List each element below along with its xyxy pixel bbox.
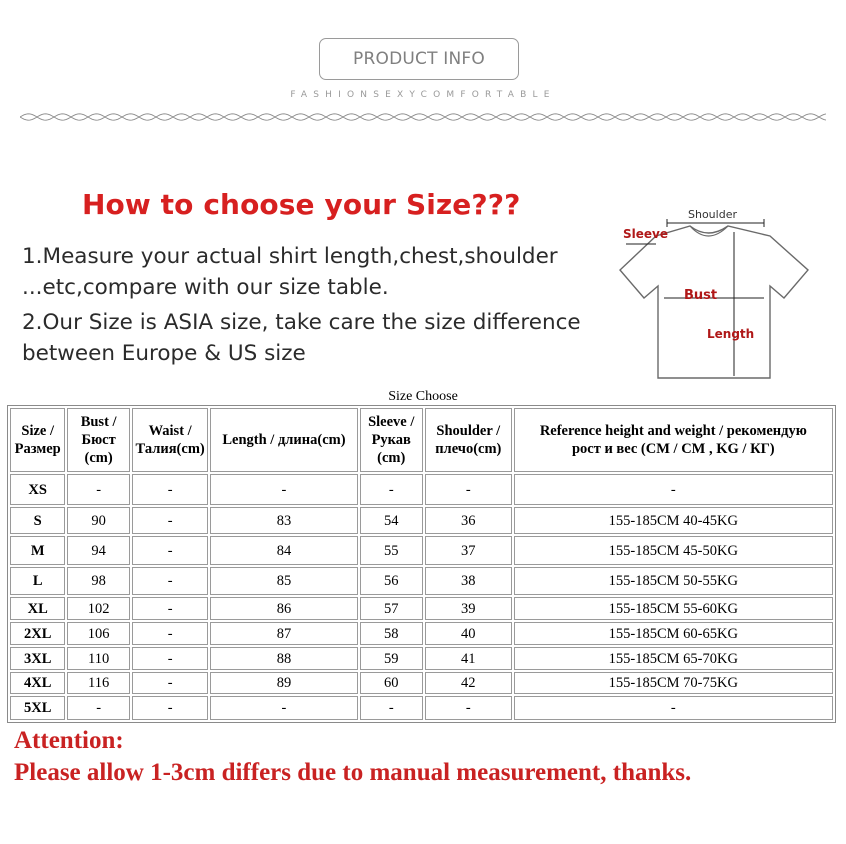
header-text: (cm) — [84, 450, 113, 466]
table-cell: 155-185CM 70-75KG — [514, 672, 833, 694]
size-table-caption: Size Choose — [388, 389, 458, 404]
header-text: Reference height and weight / рекомендую — [539, 423, 807, 439]
table-cell: 102 — [67, 597, 129, 620]
table-cell: 54 — [360, 507, 423, 534]
table-cell: 57 — [360, 597, 423, 620]
table-cell: - — [132, 696, 209, 720]
table-cell: 110 — [67, 647, 129, 670]
size-label-cell: 2XL — [10, 622, 65, 645]
header-text: Бюст — [81, 432, 116, 448]
header-text: Рукав — [371, 432, 411, 448]
wave-divider — [20, 109, 826, 125]
attention-notice — [14, 725, 691, 789]
table-cell: - — [360, 696, 423, 720]
table-cell: 38 — [425, 567, 512, 595]
table-cell: - — [132, 567, 209, 595]
size-label-cell: L — [10, 567, 65, 595]
banner-tagline: FASHIONSEXYCOMFORTABLE — [290, 90, 556, 100]
size-guide-step-2 — [22, 307, 581, 369]
table-cell: - — [514, 696, 833, 720]
size-label-cell: S — [10, 507, 65, 534]
size-label-cell: 4XL — [10, 672, 65, 694]
table-cell: 39 — [425, 597, 512, 620]
table-cell: 88 — [210, 647, 357, 670]
product-info-title: PRODUCT INFO — [353, 49, 485, 69]
table-cell: 84 — [210, 536, 357, 565]
table-header-cell — [514, 408, 833, 472]
table-cell: 58 — [360, 622, 423, 645]
size-label-cell: M — [10, 536, 65, 565]
table-cell: 59 — [360, 647, 423, 670]
table-cell: 155-185CM 50-55KG — [514, 567, 833, 595]
header-text: Bust / — [80, 414, 117, 430]
table-cell: - — [67, 474, 129, 505]
table-header-cell — [360, 408, 423, 472]
table-cell: - — [210, 696, 357, 720]
table-cell: - — [132, 672, 209, 694]
table-row — [10, 696, 833, 720]
bust-label: Bust — [684, 288, 718, 303]
step-1-line-2: ...etc,compare with our size table. — [22, 275, 389, 300]
header-text: Waist / — [148, 423, 192, 439]
table-row — [10, 597, 833, 620]
step-2-line-2: between Europe & US size — [22, 341, 306, 366]
header-text: Размер — [14, 441, 61, 457]
sleeve-label: Sleeve — [623, 227, 668, 241]
table-cell: - — [132, 597, 209, 620]
table-cell: 98 — [67, 567, 129, 595]
size-label-cell: 5XL — [10, 696, 65, 720]
table-cell: 41 — [425, 647, 512, 670]
table-row — [10, 507, 833, 534]
header-text: Shoulder / — [436, 423, 501, 439]
table-cell: - — [360, 474, 423, 505]
shoulder-label: Shoulder — [688, 208, 737, 221]
table-cell: - — [67, 696, 129, 720]
size-label-cell: 3XL — [10, 647, 65, 670]
table-cell: 90 — [67, 507, 129, 534]
size-guide-step-1 — [22, 241, 558, 303]
table-cell: - — [514, 474, 833, 505]
table-cell: 86 — [210, 597, 357, 620]
table-cell: - — [210, 474, 357, 505]
table-cell: - — [132, 474, 209, 505]
header-text: рост и вес (CM / CM , KG / КГ) — [571, 441, 775, 457]
tshirt-collar — [690, 226, 728, 236]
table-cell: - — [132, 507, 209, 534]
table-cell: - — [132, 536, 209, 565]
table-header-row — [10, 408, 833, 472]
header-text: (cm) — [377, 450, 406, 466]
table-cell: 116 — [67, 672, 129, 694]
size-table — [7, 405, 836, 723]
table-row — [10, 672, 833, 694]
header-text: Size / — [21, 423, 55, 439]
table-cell: 155-185CM 40-45KG — [514, 507, 833, 534]
table-cell: - — [425, 474, 512, 505]
table-cell: 36 — [425, 507, 512, 534]
table-cell: 106 — [67, 622, 129, 645]
header-text: плечо(cm) — [435, 441, 502, 457]
length-label: Length — [707, 327, 755, 341]
table-cell: - — [425, 696, 512, 720]
table-cell: 155-185CM 65-70KG — [514, 647, 833, 670]
table-cell: 60 — [360, 672, 423, 694]
table-row — [10, 622, 833, 645]
table-cell: - — [132, 647, 209, 670]
table-header-cell — [132, 408, 209, 472]
table-cell: 85 — [210, 567, 357, 595]
table-cell: 87 — [210, 622, 357, 645]
table-row — [10, 536, 833, 565]
header-text: Length / длина(cm) — [222, 432, 346, 448]
size-guide-title: How to choose your Size??? — [82, 188, 521, 221]
step-2-line-1: 2.Our Size is ASIA size, take care the size difference — [22, 310, 581, 335]
table-cell: 55 — [360, 536, 423, 565]
attention-label: Attention: — [14, 727, 124, 754]
table-cell: 40 — [425, 622, 512, 645]
table-header-cell — [10, 408, 65, 472]
size-label-cell: XL — [10, 597, 65, 620]
table-cell: 83 — [210, 507, 357, 534]
table-row — [10, 474, 833, 505]
table-cell: 155-185CM 55-60KG — [514, 597, 833, 620]
table-cell: 56 — [360, 567, 423, 595]
attention-text: Please allow 1-3cm differs due to manual measurement, thanks. — [14, 759, 692, 786]
step-1-line-1: 1.Measure your actual shirt length,chest,shoulder — [22, 244, 558, 269]
table-cell: 42 — [425, 672, 512, 694]
table-cell: 155-185CM 45-50KG — [514, 536, 833, 565]
table-header-cell — [67, 408, 129, 472]
table-cell: 37 — [425, 536, 512, 565]
header-text: Sleeve / — [368, 414, 415, 430]
tshirt-measurement-diagram — [612, 200, 822, 385]
table-header-cell — [210, 408, 357, 472]
table-header-cell — [425, 408, 512, 472]
table-cell: 89 — [210, 672, 357, 694]
table-cell: 155-185CM 60-65KG — [514, 622, 833, 645]
table-cell: 94 — [67, 536, 129, 565]
table-cell: - — [132, 622, 209, 645]
table-row — [10, 647, 833, 670]
size-label-cell: XS — [10, 474, 65, 505]
header-text: Талия(cm) — [135, 441, 205, 457]
table-row — [10, 567, 833, 595]
product-info-banner — [319, 38, 519, 80]
